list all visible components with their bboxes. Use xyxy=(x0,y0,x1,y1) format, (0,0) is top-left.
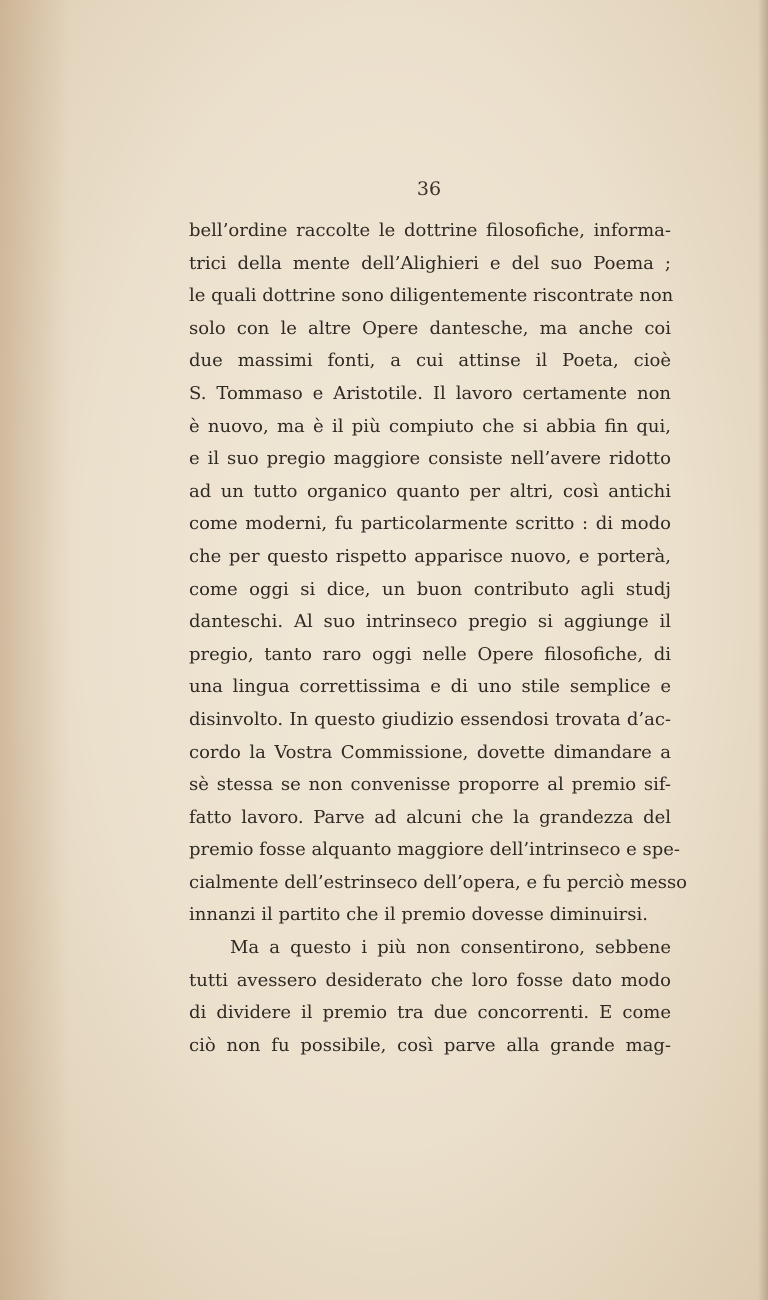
text-line: cordo la Vostra Commissione, dovette dimandare a xyxy=(189,741,671,763)
text-line: le quali dottrine sono diligentemente riscontrate non xyxy=(189,285,674,307)
text-line: bell’ordine raccolte le dottrine filosofiche, informa- xyxy=(189,220,671,241)
text-line: disinvolto. In questo giudizio essendosi trovata d’ac- xyxy=(189,708,671,730)
text-line: danteschi. Al suo intrinseco pregio si aggiunge il xyxy=(189,611,671,633)
text-line: fatto lavoro. Parve ad alcuni che la grandezza del xyxy=(189,806,671,828)
text-line: ciò non fu possibile, così parve alla grande mag- xyxy=(189,1034,671,1056)
text-line: come moderni, fu particolarmente scritto : di modo xyxy=(189,513,671,535)
text-line: S. Tommaso e Aristotile. Il lavoro certamente non xyxy=(189,382,671,404)
text-line: una lingua correttissima e di uno stile semplice e xyxy=(189,676,671,698)
text-line: come oggi si dice, un buon contributo agli studj xyxy=(189,578,671,600)
text-line: e il suo pregio maggiore consiste nell’avere ridotto xyxy=(189,448,671,470)
page-number: 36 xyxy=(416,178,442,200)
text-line: innanzi il partito che il premio dovesse diminuirsi. xyxy=(189,904,648,926)
text-line: ad un tutto organico quanto per altri, così antichi xyxy=(189,480,671,502)
text-line: che per questo rispetto apparisce nuovo, e porterà, xyxy=(189,545,671,567)
text-line: cialmente dell’estrinseco dell’opera, e fu perciò messo xyxy=(189,871,688,893)
paragraph-start-line: Ma a questo i più non consentirono, sebbene xyxy=(230,937,671,959)
text-line: di dividere il premio tra due concorrenti. E come xyxy=(189,1002,671,1024)
text-line: premio fosse alquanto maggiore dell’intrinseco e spe- xyxy=(189,839,680,861)
text-line: tutti avessero desiderato che loro fosse dato modo xyxy=(189,969,671,991)
text-line: trici della mente dell’Alighieri e del suo Poema ; xyxy=(189,252,671,274)
text-line: solo con le altre Opere dantesche, ma anche coi xyxy=(189,317,671,339)
text-line: due massimi fonti, a cui attinse il Poeta, cioè xyxy=(189,350,671,372)
body-text xyxy=(189,215,688,1062)
text-line: è nuovo, ma è il più compiuto che si abbia fin qui, xyxy=(189,415,671,437)
text-line: pregio, tanto raro oggi nelle Opere filosofiche, di xyxy=(189,643,671,665)
text-line: sè stessa se non convenisse proporre al premio sif- xyxy=(189,774,671,796)
